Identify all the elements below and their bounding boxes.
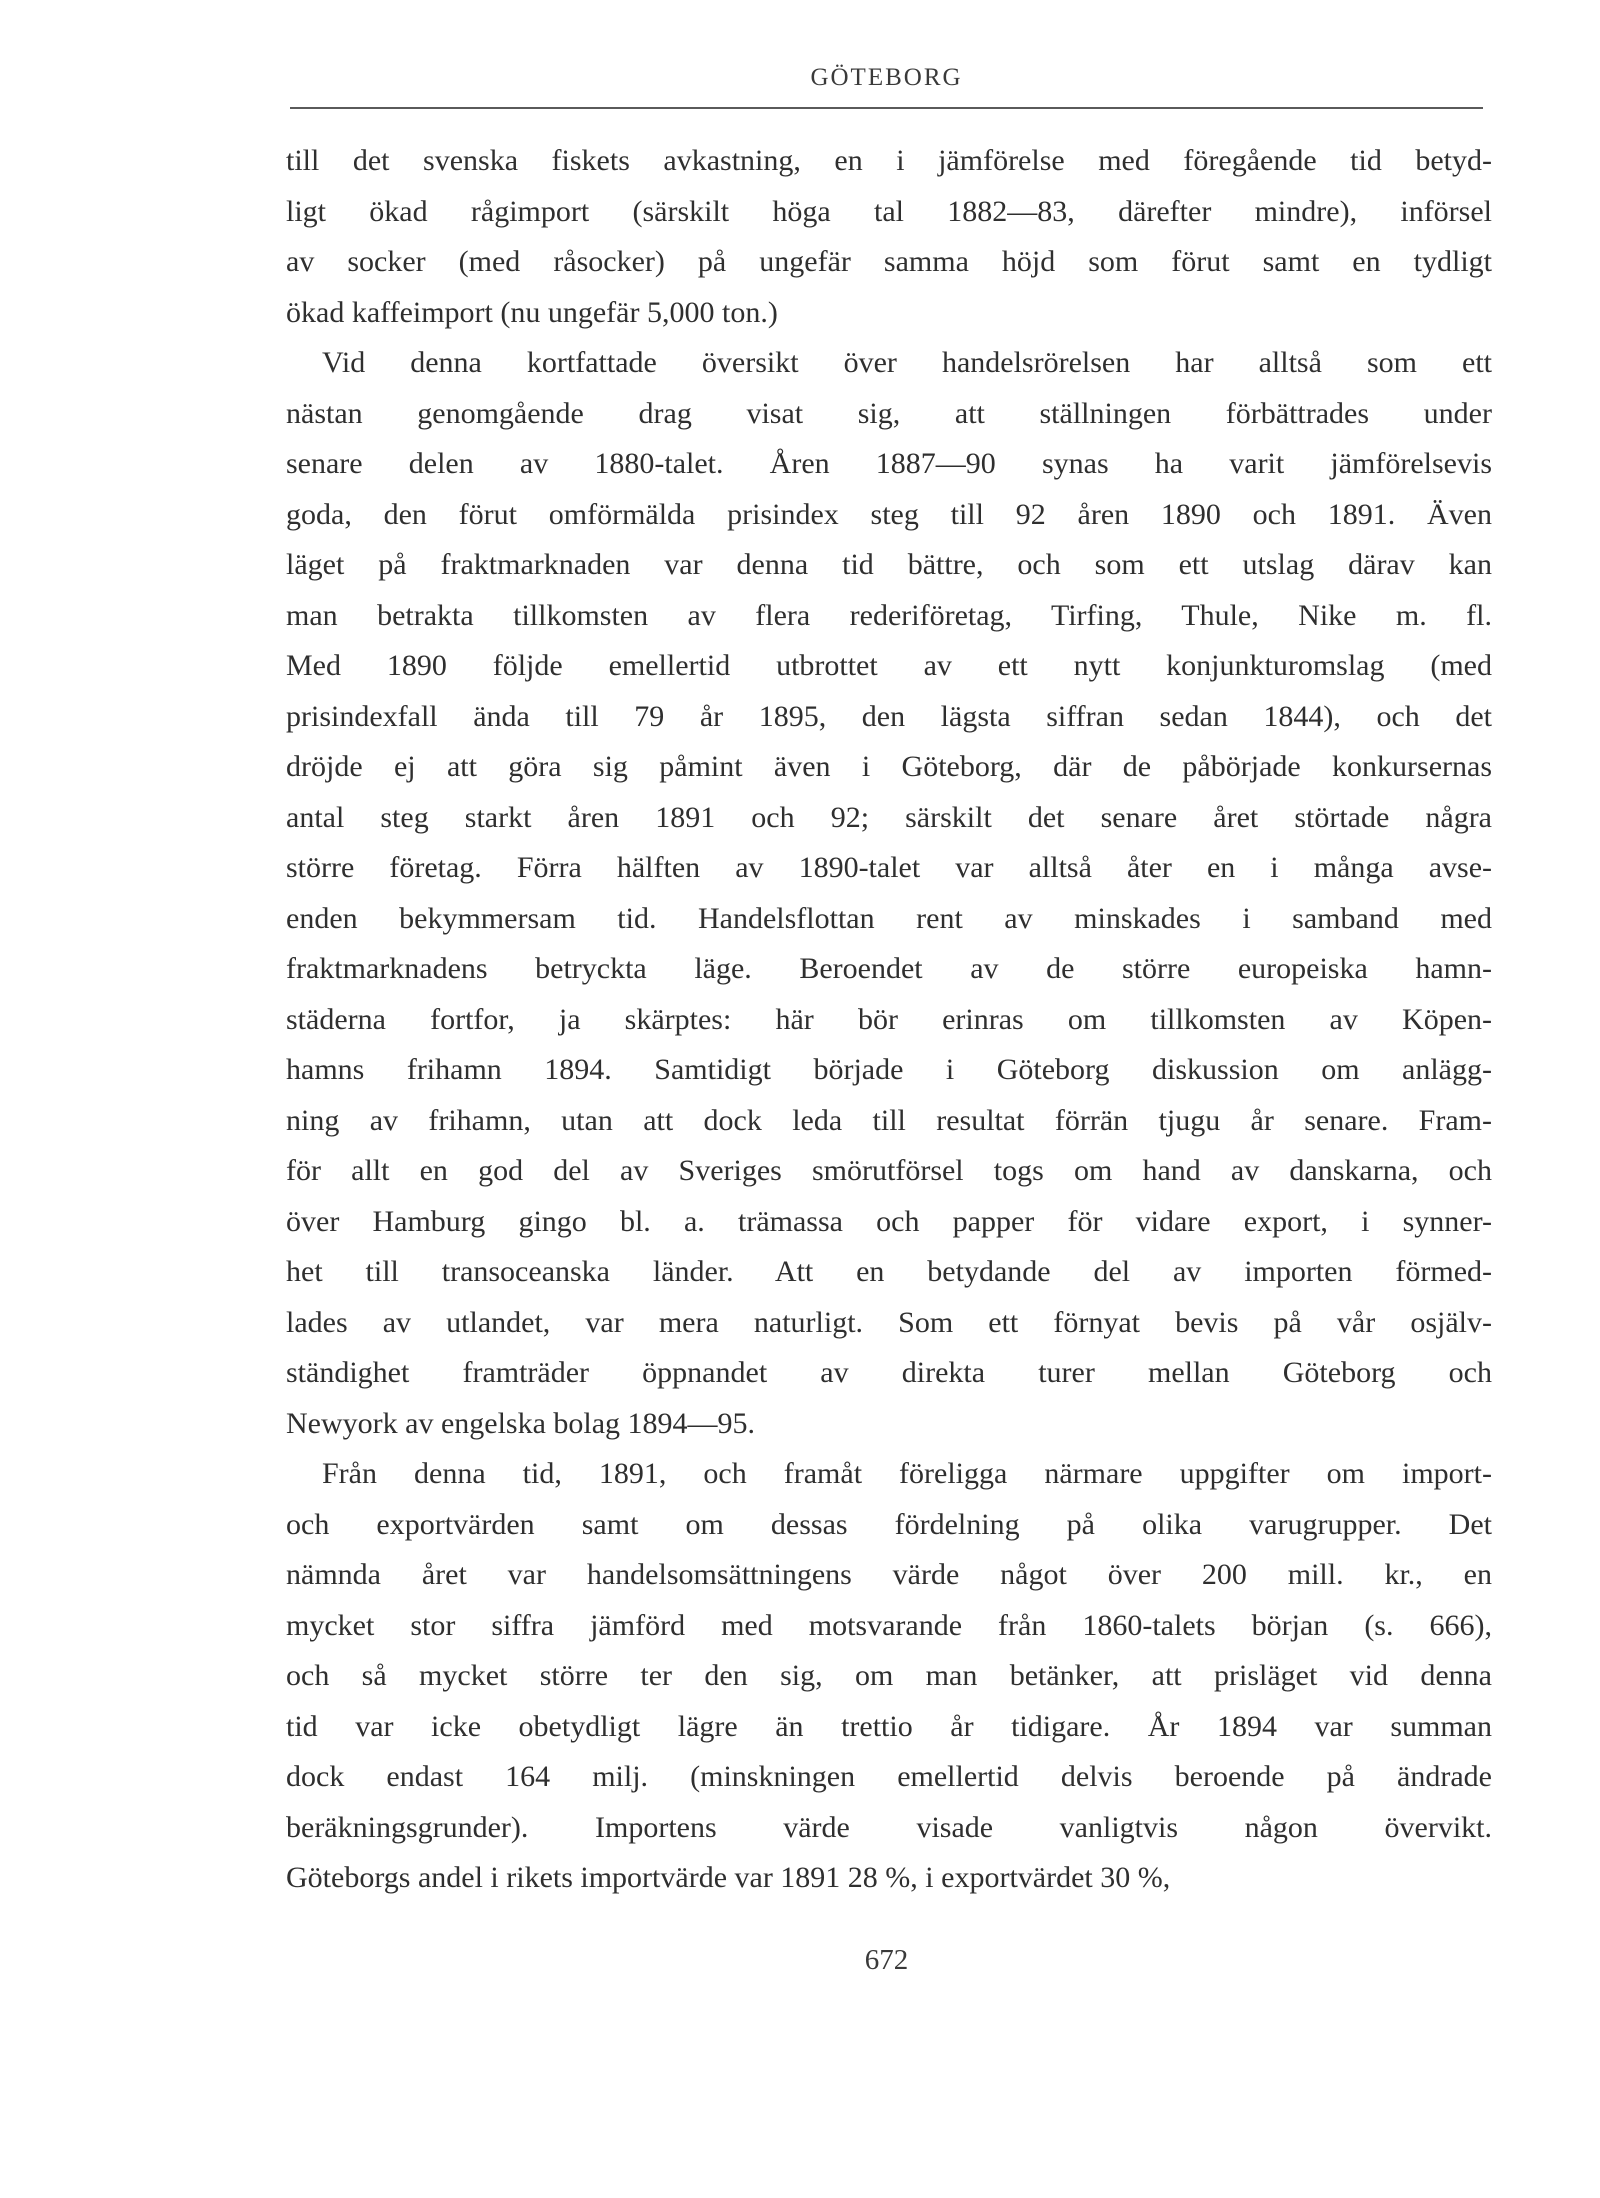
text-line: läget på fraktmarknaden var denna tid bättre, och som ett utslag därav kan <box>286 548 1492 581</box>
text-line: tid var icke obetydligt lägre än trettio år tidigare. År 1894 var summan <box>286 1709 1492 1743</box>
text-line: antal steg starkt åren 1891 och 92; särskilt det senare året störtade några <box>286 800 1492 834</box>
text-line: för allt en god del av Sveriges smörutförsel togs om hand av danskarna, och <box>286 1154 1492 1187</box>
text-line: ligt ökad rågimport (särskilt höga tal 1882—83, därefter mindre), införsel <box>286 194 1492 228</box>
text-line: Vid denna kortfattade översikt över handelsrörelsen har alltså som ett <box>322 346 1492 379</box>
text-line: av socker (med råsocker) på ungefär samma höjd som förut samt en tydligt <box>286 245 1492 278</box>
text-line: het till transoceanska länder. Att en betydande del av importen förmed- <box>286 1255 1492 1288</box>
text-line: Göteborgs andel i rikets importvärde var 1891 28 %, i exportvärdet 30 %, <box>286 1861 1171 1894</box>
text-line: Med 1890 följde emellertid utbrottet av ett nytt konjunkturomslag (med <box>286 649 1492 682</box>
text-line: ökad kaffeimport (nu ungefär 5,000 ton.) <box>286 295 778 329</box>
text-line: och så mycket större ter den sig, om man betänker, att prisläget vid denna <box>286 1659 1492 1692</box>
text-line: senare delen av 1880-talet. Åren 1887—90 synas ha varit jämförelsevis <box>286 447 1492 480</box>
text-line: ständighet framträder öppnandet av direkta turer mellan Göteborg och <box>286 1356 1492 1389</box>
text-line: enden bekymmersam tid. Handelsflottan rent av minskades i samband med <box>286 901 1492 935</box>
text-line: hamns frihamn 1894. Samtidigt började i Göteborg diskussion om anlägg- <box>286 1053 1492 1086</box>
text-line: till det svenska fiskets avkastning, en i jämförelse med föregående tid betyd- <box>286 144 1492 177</box>
text-line: Newyork av engelska bolag 1894—95. <box>286 1406 756 1440</box>
text-line: städerna fortfor, ja skärptes: här bör erinras om tillkomsten av Köpen- <box>286 1002 1492 1036</box>
text-line: man betrakta tillkomsten av flera rederiföretag, Tirfing, Thule, Nike m. fl. <box>286 598 1492 632</box>
header-rule <box>290 107 1483 109</box>
text-line: goda, den förut omförmälda prisindex steg till 92 åren 1890 och 1891. Även <box>286 497 1492 531</box>
text-line: ning av frihamn, utan att dock leda till resultat förrän tjugu år senare. Fram- <box>286 1103 1492 1137</box>
text-line: större företag. Förra hälften av 1890-talet var alltså åter en i många avse- <box>286 851 1492 884</box>
running-head: GÖTEBORG <box>810 64 963 91</box>
text-line: dock endast 164 milj. (minskningen emellertid delvis beroende på ändrade <box>286 1760 1492 1793</box>
page-number: 672 <box>864 1944 909 1976</box>
text-line: mycket stor siffra jämförd med motsvarande från 1860-talets början (s. 666), <box>286 1608 1492 1642</box>
text-line: fraktmarknadens betryckta läge. Beroendet av de större europeiska hamn- <box>286 952 1492 985</box>
text-line: Från denna tid, 1891, och framåt föreligga närmare uppgifter om import- <box>322 1457 1492 1490</box>
text-line: över Hamburg gingo bl. a. trämassa och papper för vidare export, i synner- <box>286 1204 1492 1238</box>
text-line: lades av utlandet, var mera naturligt. Som ett förnyat bevis på vår osjälv- <box>286 1305 1492 1339</box>
text-line: nämnda året var handelsomsättningens värde något över 200 mill. kr., en <box>286 1558 1492 1591</box>
text-line: nästan genomgående drag visat sig, att ställningen förbättrades under <box>286 396 1492 430</box>
text-line: och exportvärden samt om dessas fördelning på olika varugrupper. Det <box>286 1507 1492 1541</box>
text-line: beräkningsgrunder). Importens värde visade vanligtvis någon övervikt. <box>286 1810 1492 1844</box>
body-text <box>286 136 1492 1904</box>
text-line: prisindexfall ända till 79 år 1895, den lägsta siffran sedan 1844), och det <box>286 699 1492 733</box>
text-line: dröjde ej att göra sig påmint även i Göteborg, där de påbörjade konkursernas <box>286 750 1492 783</box>
